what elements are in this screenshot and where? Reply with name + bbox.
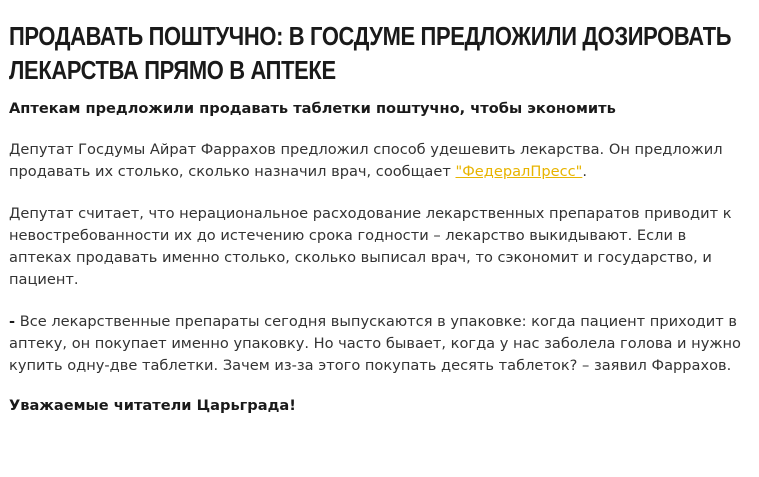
paragraph-1: [9, 139, 745, 183]
quote-dash: -: [9, 313, 16, 330]
paragraph-3: [9, 311, 745, 377]
paragraph-3-text: Все лекарственные препараты сегодня выпускаются в упаковке: когда пациент приходит в аптеку, он покупает именно упаковку. Но часто бывает, когда у нас заболела голова и нужно купить одну-две таблетки. Зачем из-за этого покупать десять таблеток? – заявил Фаррахов.: [9, 313, 741, 374]
article-headline: ПРОДАВАТЬ ПОШТУЧНО: В ГОСДУМЕ ПРЕДЛОЖИЛИ ДОЗИРОВАТЬ ЛЕКАРСТВА ПРЯМО В АПТЕКЕ: [9, 23, 732, 85]
paragraph-1-text: Депутат Госдумы Айрат Фаррахов предложил способ удешевить лекарства. Он предложил продавать их столько, сколько назначил врач, сообщает: [9, 141, 723, 180]
article-lead: Аптекам предложили продавать таблетки поштучно, чтобы экономить: [9, 100, 616, 117]
paragraph-1-tail: .: [582, 163, 587, 180]
paragraph-2: Депутат считает, что нерациональное расходование лекарственных препаратов приводит к невостребованности их до истечению срока годности – лекарство выкидывают. Если в аптеках продавать именно столько, сколько выписал врач, то сэкономит и государство, и пациент.: [9, 205, 732, 288]
source-link[interactable]: "ФедералПресс": [455, 163, 583, 180]
closing-line: Уважаемые читатели Царьграда!: [9, 397, 296, 414]
article: [9, 20, 745, 417]
